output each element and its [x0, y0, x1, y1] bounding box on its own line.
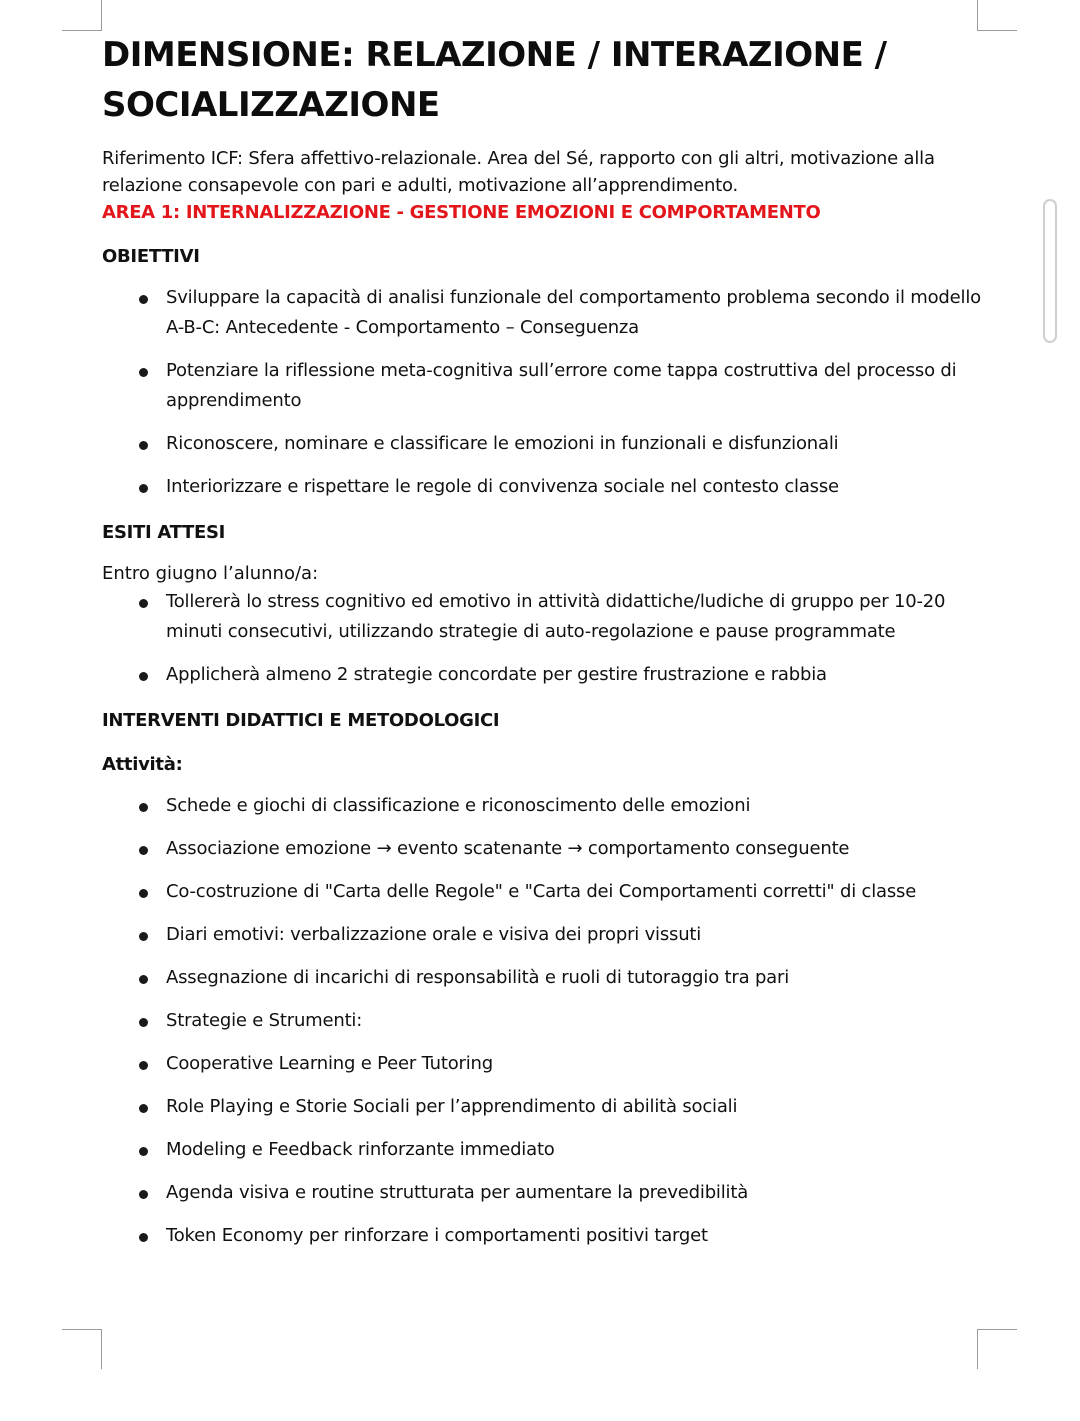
bullet-icon [139, 368, 148, 377]
list-item [102, 963, 992, 993]
list-item-text: Assegnazione di incarichi di responsabilità e ruoli di tutoraggio tra pari [166, 967, 789, 988]
interventi-heading: INTERVENTI DIDATTICI E METODOLOGICI [102, 710, 500, 731]
list-item [102, 1092, 992, 1122]
esiti-list [102, 587, 992, 690]
crop-mark-bottom-left-vertical [101, 1329, 102, 1369]
list-item-text: Role Playing e Storie Sociali per l’apprendimento di abilità sociali [166, 1096, 738, 1117]
bullet-icon [139, 484, 148, 493]
bullet-icon [139, 975, 148, 984]
icf-reference: Riferimento ICF: Sfera affettivo-relazionale. Area del Sé, rapporto con gli altri, motivazione alla relazione consapevole con pari e adulti, motivazione all’apprendimento. [102, 148, 935, 196]
list-item [102, 1178, 992, 1208]
list-item-text: Tollererà lo stress cognitivo ed emotivo in attività didattiche/ludiche di gruppo per 10-20 minuti consecutivi, utilizzando strategie di auto-regolazione e pause programmate [166, 591, 946, 642]
obiettivi-list [102, 283, 992, 502]
list-item-text: Co-costruzione di "Carta delle Regole" e "Carta dei Comportamenti corretti" di classe [166, 881, 917, 902]
crop-mark-bottom-right-horizontal [977, 1329, 1017, 1330]
list-item [102, 1049, 992, 1079]
list-item-text: Token Economy per rinforzare i comportamenti positivi target [166, 1225, 708, 1246]
list-item-text: Strategie e Strumenti: [166, 1010, 363, 1031]
list-item-text: Modeling e Feedback rinforzante immediato [166, 1139, 555, 1160]
list-item [102, 791, 992, 821]
list-item [102, 877, 992, 907]
list-item [102, 587, 992, 647]
list-item [102, 1006, 992, 1036]
bullet-icon [139, 1104, 148, 1113]
document-page [102, 30, 992, 1251]
document-title: DIMENSIONE: RELAZIONE / INTERAZIONE / SOCIALIZZAZIONE [102, 35, 887, 125]
crop-mark-top-right-vertical [977, 0, 978, 30]
bullet-icon [139, 846, 148, 855]
esiti-heading: ESITI ATTESI [102, 522, 226, 543]
bullet-icon [139, 1147, 148, 1156]
list-item [102, 834, 992, 864]
list-item-text: Schede e giochi di classificazione e riconoscimento delle emozioni [166, 795, 751, 816]
list-item [102, 1135, 992, 1165]
crop-mark-top-left-horizontal [62, 30, 102, 31]
bullet-icon [139, 441, 148, 450]
attivita-list [102, 791, 992, 1251]
esiti-intro: Entro giugno l’alunno/a: [102, 563, 319, 584]
bullet-icon [139, 295, 148, 304]
bullet-icon [139, 1190, 148, 1199]
list-item-text: Diari emotivi: verbalizzazione orale e visiva dei propri vissuti [166, 924, 702, 945]
bullet-icon [139, 889, 148, 898]
crop-mark-bottom-right-vertical [977, 1329, 978, 1369]
obiettivi-heading: OBIETTIVI [102, 246, 200, 267]
list-item-text: Cooperative Learning e Peer Tutoring [166, 1053, 493, 1074]
list-item-text: Applicherà almeno 2 strategie concordate per gestire frustrazione e rabbia [166, 664, 827, 685]
list-item [102, 283, 992, 343]
bullet-icon [139, 803, 148, 812]
list-item [102, 472, 992, 502]
list-item [102, 660, 992, 690]
bullet-icon [139, 599, 148, 608]
area-title: AREA 1: INTERNALIZZAZIONE - GESTIONE EMOZIONI E COMPORTAMENTO [102, 202, 821, 223]
list-item-text: Associazione emozione → evento scatenante → comportamento conseguente [166, 838, 850, 859]
bullet-icon [139, 1018, 148, 1027]
list-item-text: Agenda visiva e routine strutturata per aumentare la prevedibilità [166, 1182, 749, 1203]
crop-mark-bottom-left-horizontal [62, 1329, 102, 1330]
crop-mark-top-left-vertical [101, 0, 102, 30]
bullet-icon [139, 672, 148, 681]
list-item-text: Riconoscere, nominare e classificare le emozioni in funzionali e disfunzionali [166, 433, 839, 454]
list-item [102, 356, 992, 416]
list-item-text: Interiorizzare e rispettare le regole di convivenza sociale nel contesto classe [166, 476, 839, 497]
list-item [102, 920, 992, 950]
list-item [102, 1221, 992, 1251]
bullet-icon [139, 1233, 148, 1242]
list-item-text: Potenziare la riflessione meta-cognitiva sull’errore come tappa costruttiva del processo di apprendimento [166, 360, 957, 411]
bullet-icon [139, 1061, 148, 1070]
list-item-text: Sviluppare la capacità di analisi funzionale del comportamento problema secondo il modello A-B-C: Antecedente - Comportamento – Conseguenza [166, 287, 981, 338]
bullet-icon [139, 932, 148, 941]
list-item [102, 429, 992, 459]
attivita-heading: Attività: [102, 754, 183, 775]
scrollbar-thumb[interactable] [1043, 199, 1057, 343]
